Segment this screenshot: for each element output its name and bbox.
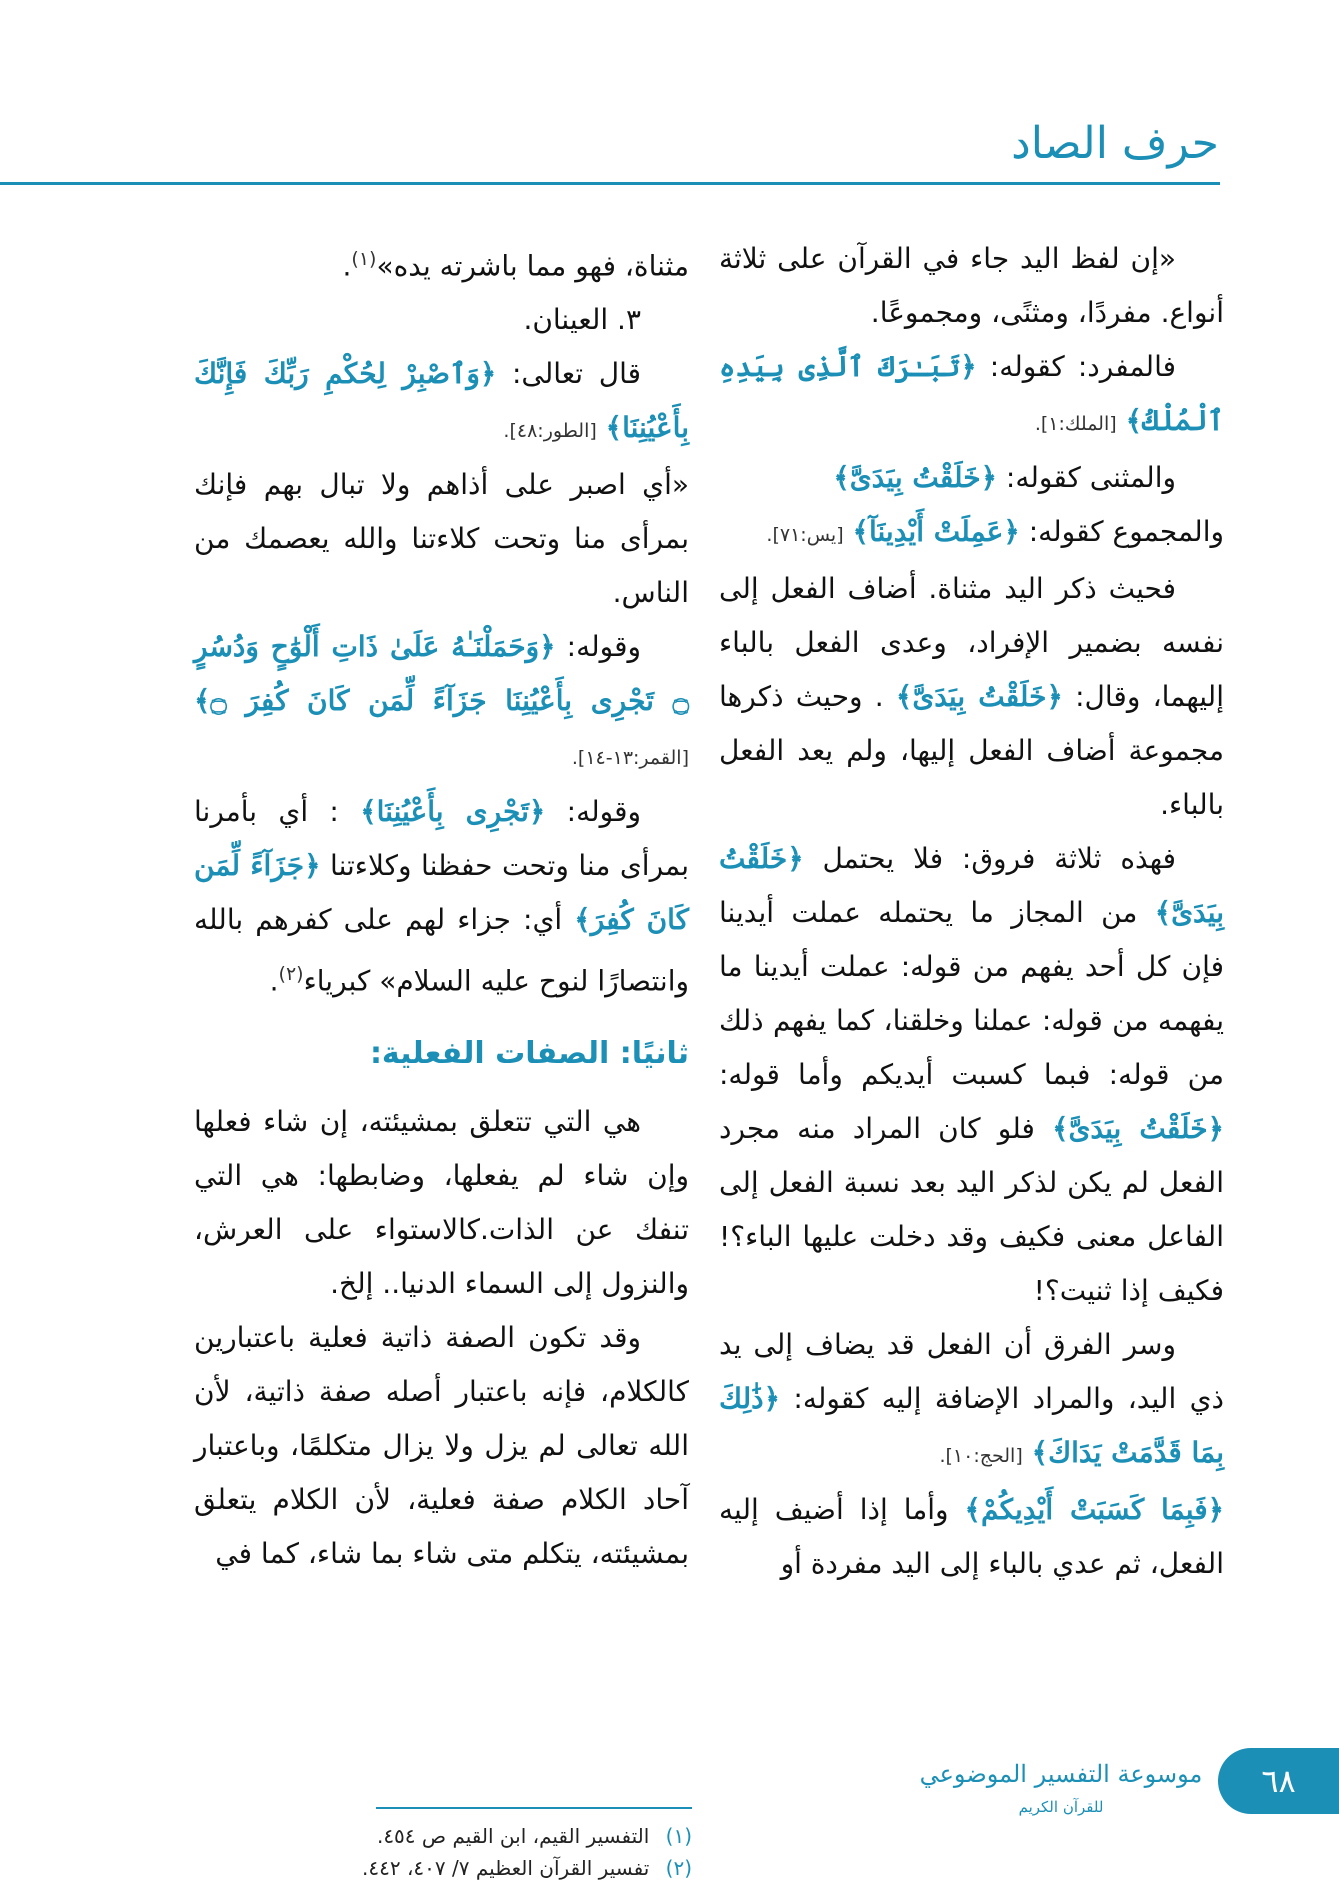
right-column: [719, 232, 1224, 1591]
quran-verse: ﴿خَلَقْتُ بِيَدَىَّ﴾: [895, 680, 1063, 713]
verse-reference: [الطور:٤٨].: [503, 420, 597, 443]
text: والمجموع كقوله:: [1028, 515, 1224, 548]
footnote-marker[interactable]: (٢): [278, 963, 304, 986]
text: وأما إذا أضيف إليه الفعل، ثم عدي بالباء إلى اليد مفردة أو: [719, 1493, 1224, 1580]
paragraph: هي التي تتعلق بمشيئته، إن شاء فعلها وإن شاء لم يفعلها، وضابطها: هي التي تنفك عن الذات.كالاستواء على العرش، والنزول إلى السماء الدنيا.. إلخ.: [194, 1104, 689, 1300]
quran-verse: ﴿جَزَآءً لِّمَن كَانَ كُفِرَ﴾: [194, 849, 690, 937]
verse-reference: [القمر:١٣-١٤].: [571, 747, 689, 770]
text: قال تعالى:: [511, 357, 641, 391]
text: وسر الفرق أن الفعل قد يضاف إلى يد ذي اليد، والمراد الإضافة إليه كقوله:: [719, 1328, 1224, 1415]
paragraph: «أي اصبر على أذاهم ولا تبال بهم فإنك بمرأى منا وتحت كلاءتنا والله يعصمك من الناس.: [194, 468, 689, 610]
quran-verse: ﴿تَبَـٰرَكَ ٱلَّذِى بِيَدِهِ ٱلْمُلْكُ﴾: [719, 350, 1224, 437]
paragraph: [719, 505, 1224, 562]
paragraph: [194, 785, 689, 1008]
quran-verse: ﴿خَلَقْتُ بِيَدَىَّ﴾: [1052, 1112, 1225, 1145]
logo-title: موسوعة التفسير الموضوعي: [919, 1760, 1203, 1788]
text: فحيث ذكر اليد مثناة. أضاف الفعل إلى نفسه بضمير الإفراد، وعدى الفعل بالباء إليهما، وقال:: [719, 572, 1224, 713]
section-heading: ثانيًا: الصفات الفعلية:: [369, 1035, 689, 1071]
quran-verse: ﴿عَمِلَتْ أَيْدِينَآ﴾: [852, 515, 1020, 548]
text: : أي بأمرنا بمرأى منا وتحت حفظنا وكلاءتنا: [194, 795, 689, 883]
paragraph: وقد تكون الصفة ذاتية فعلية باعتبارين كالكلام، فإنه باعتبار أصله صفة ذاتية، لأن الله تعالى لم يزل ولا يزال متكلمًا، وباعتبار آحاد الكلام صفة فعلية، لأن الكلام يتعلق بمشيئته، يتكلم متى شاء بما شاء، كما في: [194, 1320, 689, 1570]
footnote-marker[interactable]: (١): [351, 248, 377, 270]
quran-verse: ﴿خَلَقْتُ بِيَدَىَّ﴾: [719, 842, 1224, 929]
list-item-heading: ٣. العينان.: [523, 303, 641, 337]
page-header-title: حرف الصاد: [1011, 118, 1219, 169]
quran-verse: ﴿خَلَقْتُ بِيَدَىَّ﴾: [833, 461, 997, 494]
text: فهذه ثلاثة فروق: فلا يحتمل: [822, 842, 1176, 875]
paragraph: [719, 562, 1224, 832]
text: .: [342, 249, 352, 283]
quran-verse: ﴿وَٱصْبِرْ لِحُكْمِ رَبِّكَ فَإِنَّكَ بِأَعْيُنِنَا﴾: [194, 357, 689, 445]
footnote: [192, 1820, 692, 1852]
verse-reference: [الحج:١٠].: [939, 1445, 1023, 1467]
paragraph: [719, 1318, 1224, 1483]
paragraph: [719, 340, 1224, 451]
footnotes: [192, 1820, 692, 1884]
paragraph: [194, 232, 689, 293]
footnote-text: التفسير القيم، ابن القيم ص ٤٥٤.: [376, 1824, 650, 1848]
text: . وحيث ذكرها مجموعة أضاف الفعل إليها، ولم يعد الفعل بالباء.: [719, 680, 1224, 821]
page-number: ٦٨: [1218, 1748, 1339, 1814]
quran-verse: ﴿ذَٰلِكَ بِمَا قَدَّمَتْ يَدَاكَ﴾: [719, 1382, 1224, 1469]
paragraph: [719, 832, 1224, 1318]
header-divider: [0, 182, 1220, 185]
paragraph: [719, 1483, 1224, 1591]
text: من المجاز ما يحتمله عملت أيدينا فإن كل أحد يفهم من قوله: عملت أيدينا ما يفهمه من قوله: عملنا وخلقنا، كما يفهم ذلك من قوله: فبما كسبت أيديكم وأما قوله:: [719, 896, 1224, 1091]
verse-reference: [الملك:١].: [1034, 413, 1117, 435]
footnote-number: (٢): [665, 1856, 692, 1880]
paragraph: [194, 347, 689, 458]
text: أي: جزاء لهم على كفرهم بالله وانتصارًا لنوح عليه السلام» كبرياء: [194, 903, 689, 998]
text: فلو كان المراد منه مجرد الفعل لم يكن لذكر اليد بعد نسبة الفعل إلى الفاعل معنى فكيف وقد دخلت عليها الباء؟! فكيف إذا ثنيت؟!: [719, 1112, 1224, 1307]
quran-verse: ﴿تَجْرِى بِأَعْيُنِنَا﴾: [360, 795, 546, 829]
encyclopedia-logo-icon: [919, 1742, 1203, 1824]
text: وقوله:: [566, 795, 642, 829]
text: فالمفرد: كقوله:: [989, 350, 1176, 383]
text: وقوله:: [566, 630, 641, 664]
paragraph: [194, 620, 689, 785]
paragraph: «إن لفظ اليد جاء في القرآن على ثلاثة أنواع. مفردًا، ومثنًى، ومجموعًا.: [719, 242, 1224, 329]
footnote-number: (١): [665, 1824, 692, 1848]
quran-verse: ﴿فَبِمَا كَسَبَتْ أَيْدِيكُمْ﴾: [964, 1493, 1224, 1526]
text: والمثنى كقوله:: [1005, 461, 1176, 494]
left-column: [194, 232, 689, 1581]
verse-reference: [يس:٧١].: [766, 524, 844, 546]
footnote: [192, 1852, 692, 1884]
quran-verse: ﴿وَحَمَلْنَـٰهُ عَلَىٰ ذَاتِ أَلْوَٰحٍ وَدُسُرٍ ۝ تَجْرِى بِأَعْيُنِنَا جَزَآءً لِّمَن كَانَ كُفِرَ ۝﴾: [194, 630, 689, 718]
text: مثناة، فهو مما باشرته يده»: [376, 249, 689, 283]
text: .: [269, 964, 279, 998]
footnote-text: تفسير القرآن العظيم ٧/ ٤٠٧، ٤٤٢.: [362, 1856, 650, 1880]
paragraph: [719, 451, 1224, 505]
logo-subtitle: للقرآن الكريم: [1018, 1798, 1104, 1816]
